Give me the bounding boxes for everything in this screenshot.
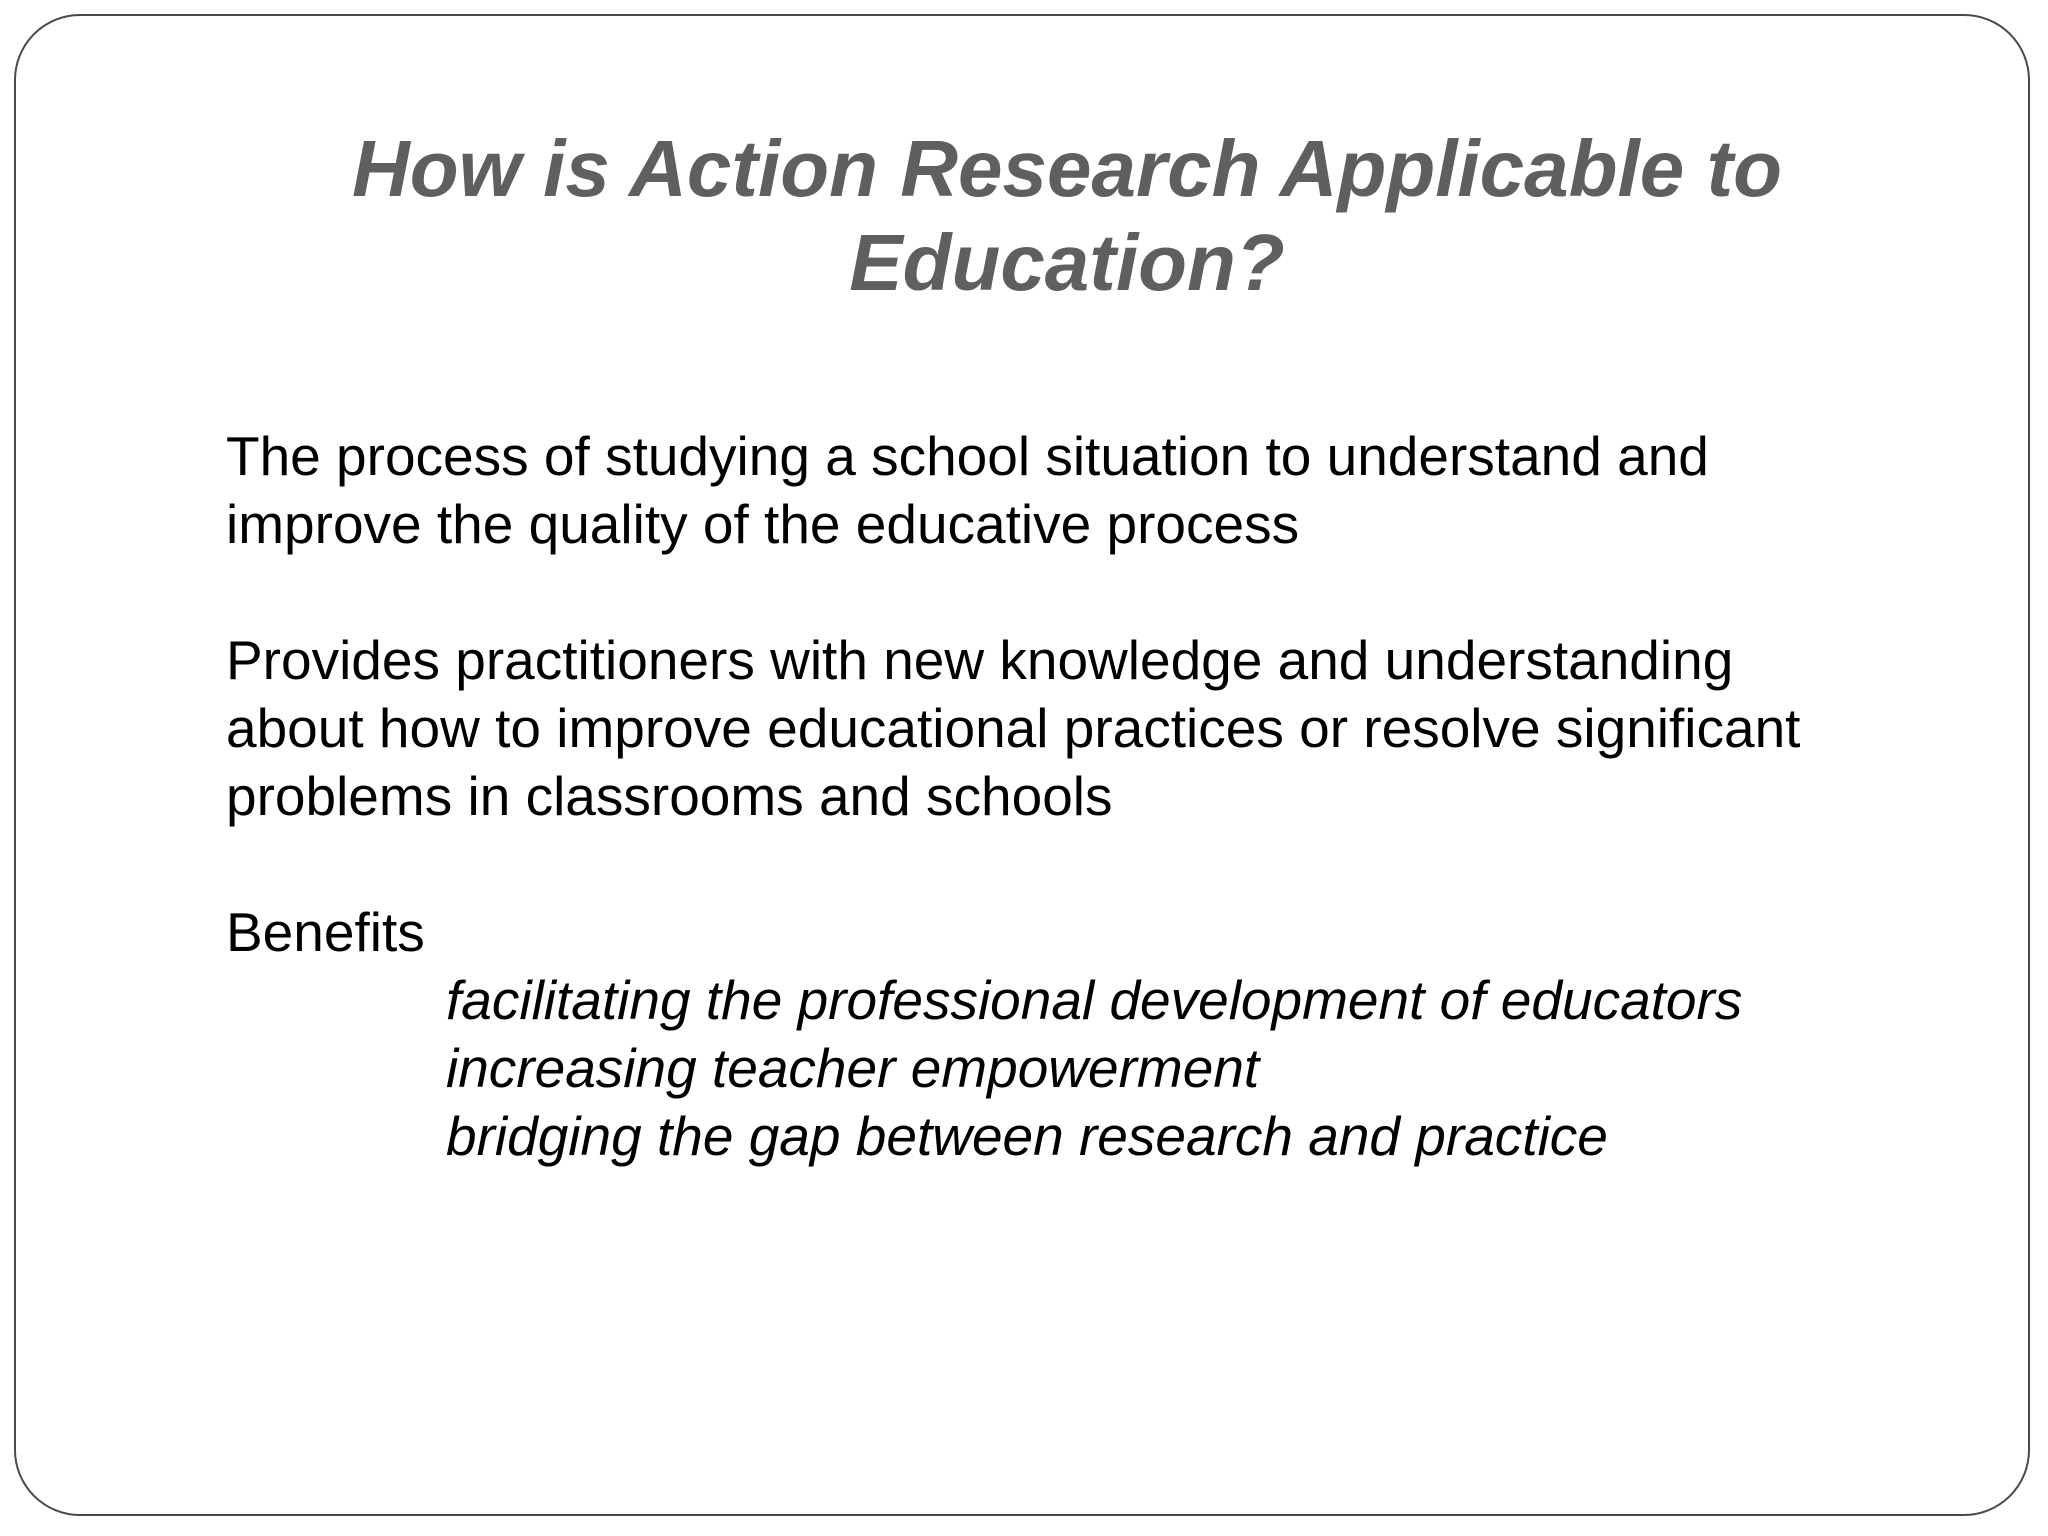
paragraph-2-line: Provides practitioners with new knowledge and understanding <box>226 629 1734 691</box>
slide-body <box>226 422 1926 1170</box>
benefits-section <box>226 898 1926 1170</box>
paragraph-1-line: The process of studying a school situation to understand and <box>226 425 1709 487</box>
paragraph-2-line: about how to improve educational practices or resolve significant <box>226 697 1801 759</box>
benefit-item: increasing teacher empowerment <box>446 1037 1260 1099</box>
title-line: How is Action Research Applicable to <box>352 124 1782 213</box>
slide-frame <box>14 14 2030 1516</box>
paragraph-1-line: improve the quality of the educative process <box>226 493 1300 555</box>
paragraph-2-line: problems in classrooms and schools <box>226 765 1113 827</box>
benefits-heading: Benefits <box>226 901 425 963</box>
benefit-item: facilitating the professional development of educators <box>446 969 1743 1031</box>
benefit-item: bridging the gap between research and practice <box>446 1105 1608 1167</box>
spacer <box>226 830 1926 898</box>
title-line: Education? <box>849 218 1285 307</box>
paragraph-2 <box>226 626 1926 830</box>
slide-title <box>16 122 2048 310</box>
paragraph-1 <box>226 422 1926 558</box>
spacer <box>226 558 1926 626</box>
